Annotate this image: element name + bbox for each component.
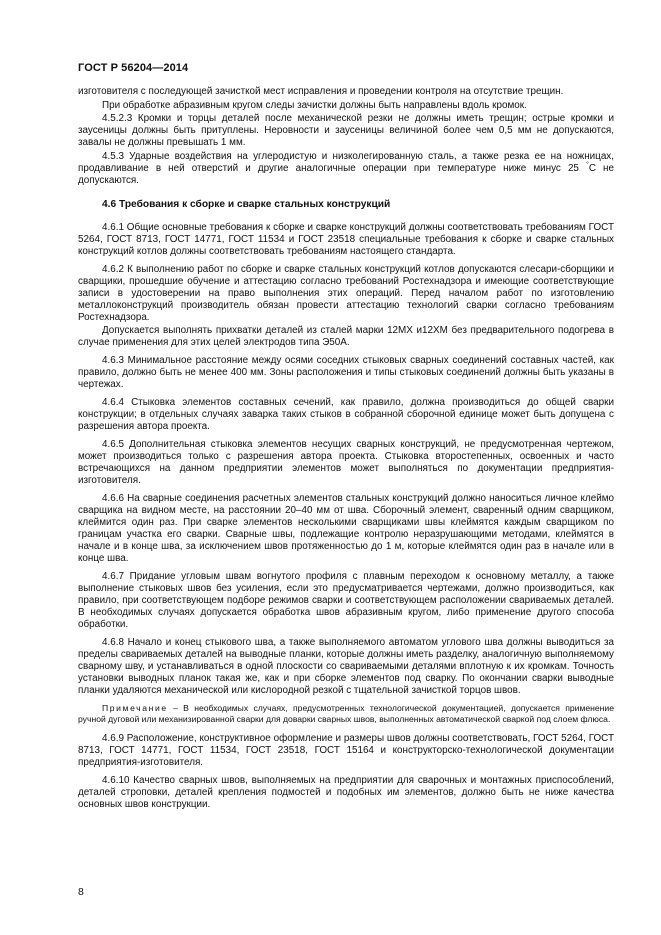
paragraph-4-6-8: 4.6.8 Начало и конец стыкового шва, а также выполняемого автоматом углового шва должны выводиться за пределы свариваемых деталей на выводные планки, которые должны иметь разделку, аналогичную выполняемому сварному шву, и устанавливаться в одной плоскости со свариваемыми деталями вплотную к их кромкам. Точность установки выводных планок такая же, как и при сборке элементов под сварку. По окончании сварки выводные планки удаляются механической или кислородной резкой с тщательной зачисткой торцов швов. [78, 637, 614, 696]
paragraph-4-6-10: 4.6.10 Качество сварных швов, выполняемых на предприятии для сварочных и монтажных приспособлений, деталей строповки, деталей крепления подмостей и подобных им элементов, должно быть не ниже качества основных швов конструкции. [78, 775, 614, 810]
paragraph-4-6-3: 4.6.3 Минимальное расстояние между осями соседних стыковых сварных соединений составных частей, как правило, должно быть не менее 400 мм. Зоны расположения и типы стыковых соединений должны быть указаны в чертежах. [78, 355, 614, 390]
paragraph-continuation: изготовителя с последующей зачисткой мест исправления и проведении контроля на отсутствие трещин. [78, 86, 564, 97]
p453-before: 4.5.3 Ударные воздействия на углеродистую и низколегированную сталь, а также резка ее на ножницах, продавливание в ней отверстий и другие аналогичные операции при температуре ниже минус 25 [78, 150, 614, 174]
paragraph-preheat: Допускается выполнять прихватки деталей из сталей марки 12МХ и12ХМ без предварительного подогрева в случае применения для этих целей электродов типа Э50А. [78, 325, 614, 348]
paragraph-4-6-2: 4.6.2 К выполнению работ по сборке и сварке стальных конструкций котлов допускаются слесари-сборщики и сварщики, прошедшие обучение и аттестацию согласно требований Ростехнадзора и имеющие соответствующие записи в удостоверении на право выполнения этих операций. Перед началом работ по изготовлению металлоконструкций производитель обязан провести аттестацию технологий сварки согласно требованиям Ростехнадзора. [78, 263, 614, 323]
page-number: 8 [78, 886, 84, 898]
paragraph-4-6-9: 4.6.9 Расположение, конструктивное оформление и размеры швов должны соответствовать, ГОСТ 5264, ГОСТ 8713, ГОСТ 14771, ГОСТ 11534, ГОСТ 23518, ГОСТ 15164 и конструкторско-технологической документации предприятия-изготовителя. [78, 733, 614, 768]
note-label: Примечание [102, 703, 168, 713]
paragraph-4-5-3 [78, 151, 614, 187]
paragraph-abrasive: При обработке абразивным кругом следы зачистки должны быть направлены вдоль кромок. [102, 99, 527, 111]
paragraph-4-6-7: 4.6.7 Придание угловым швам вогнутого профиля с плавным переходом к основному металлу, а также выполнение стыковых швов без усиления, если это предусматривается чертежами, должно производиться, как правило, при соответствующем подборе режимов сварки и соответствующем расположении свариваемых деталей. В необходимых случаях допускается обработка швов абразивным кругом, либо применение другого способа обработки. [78, 571, 614, 630]
section-title: 4.6 Требования к сборке и сварке стальных конструкций [102, 198, 391, 210]
degree-sign: ° [586, 161, 589, 169]
paragraph-4-6-6: 4.6.6 На сварные соединения расчетных элементов стальных конструкций должно наноситься личное клеймо сварщика на видном месте, на расстоянии 20–40 мм от шва. Сборочный элемент, сваренный одним сварщиком, клеймится один раз. При сварке элементов несколькими сварщиками швы клеймятся каждым сварщиком по границам участка его сварки. Сварные швы, подлежащие контролю неразрушающими методами, клеймятся в начале и в конце шва, за исключением швов протяженностью до 1 м, которые клеймятся один раз в начале или в конце шва. [78, 493, 614, 564]
note [78, 703, 614, 725]
paragraph-4-6-1: 4.6.1 Общие основные требования к сборке и сварке конструкций должны соответствовать требованиям ГОСТ 5264, ГОСТ 8713, ГОСТ 14771, ГОСТ 11534 и ГОСТ 23518 специальные требования к сборке и сварке стальных конструкций котлов должны соответствовать требованиям настоящего стандарта. [78, 221, 614, 257]
document-header: ГОСТ Р 56204—2014 [78, 62, 189, 74]
paragraph-4-6-5: 4.6.5 Дополнительная стыковка элементов несущих сварных конструкций, не предусмотренная чертежом, может производиться только с разрешения автора проекта. Стыковка второстепенных, освоенных и часто встречающихся на данном предприятии элементов может выполняться по документации предприятия-изготовителя. [78, 439, 614, 486]
note-text: – В необходимых случаях, предусмотренных технологической документацией, допускается применение ручной дуговой или механизированной сварки для доварки сварных швов, выполненных автоматической сваркой под слоем флюса. [78, 703, 614, 724]
paragraph-4-5-2-3: 4.5.2.3 Кромки и торцы деталей после механической резки не должны иметь трещин; острые кромки и заусеницы должны быть притуплены. Неровности и заусеницы величиной более чем 0,5 мм не допускаются, завалы не должны превышать 1 мм. [78, 113, 614, 148]
paragraph-4-6-4: 4.6.4 Стыковка элементов составных сечений, как правило, должна производиться до общей сварки конструкции; в отдельных случаях заварка таких стыков в собранной сборочной единице может быть допущена с разрешения автора проекта. [78, 397, 614, 432]
p453-after: С не допускаются. [78, 162, 614, 186]
document-body [78, 86, 614, 813]
